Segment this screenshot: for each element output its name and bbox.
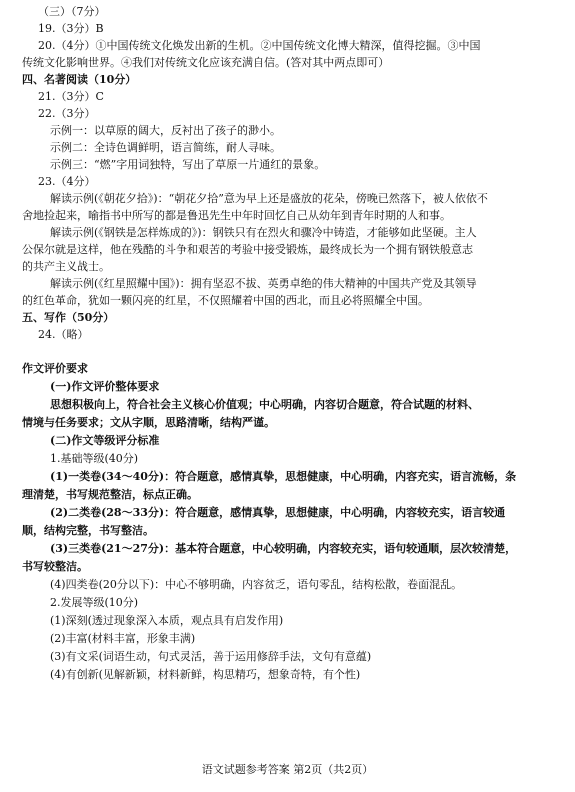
answer-19: 19.（3分）B <box>38 22 104 35</box>
answer-23-example-2-line1: 解读示例(《钢铁是怎样炼成的》)：钢铁只有在烈火和骤冷中铸造，才能够如此坚硬。主人 <box>50 226 477 239</box>
answer-23-example-1-line1: 解读示例(《朝花夕拾》)：“朝花夕拾”意为早上还是盛放的花朵，傍晚已然落下，被人依依不 <box>50 192 488 205</box>
essay-overall-line2: 情境与任务要求；文从字顺，思路清晰，结构严谨。 <box>22 416 275 429</box>
grade-4: (4)四类卷(20分以下)：中心不够明确，内容贫乏，语句零乱，结构松散，卷面混乱。 <box>50 578 463 591</box>
development-item-2: (2)丰富(材料丰富，形象丰满) <box>50 632 196 645</box>
development-item-3: (3)有文采(词语生动，句式灵活，善于运用修辞手法，文句有意蕴) <box>50 650 372 663</box>
answer-20-line2: 传统文化影响世界。④我们对传统文化应该充满自信。(答对其中两点即可） <box>22 56 390 69</box>
answer-24: 24.（略） <box>38 328 89 341</box>
grade-2-line2: 顺，结构完整，书写整洁。 <box>22 524 154 537</box>
answer-23: 23.（4分） <box>38 175 96 188</box>
page-footer: 语文试题参考答案 第2页（共2页） <box>201 763 374 776</box>
grade-2-line1: (2)二类卷(28～33分)：符合题意，感情真挚，思想健康，中心明确，内容较充实，语言较通 <box>50 506 506 519</box>
answer-22-example-1: 示例一：以草原的阔大，反衬出了孩子的渺小。 <box>50 124 281 137</box>
grade-1-line2: 理清楚，书写规范整洁，标点正确。 <box>22 488 198 501</box>
section-heading-4: 四、名著阅读（10分） <box>22 73 137 86</box>
essay-overall-line1: 思想积极向上，符合社会主义核心价值观；中心明确，内容切合题意，符合试题的材料、 <box>50 398 479 411</box>
essay-grade-heading: (二)作文等级评分标准 <box>50 434 160 447</box>
grade-3-line2: 书写较整洁。 <box>22 560 88 573</box>
answer-23-example-1-line2: 舍地捡起来，喻指书中所写的都是鲁迅先生中年时回忆自己从幼年到青年时期的人和事。 <box>22 209 451 222</box>
grade-3-line1: (3)三类卷(21～27分)：基本符合题意，中心较明确，内容较充实，语句较通顺，层次较清楚， <box>50 542 517 555</box>
answer-23-example-2-line2: 公保尔就是这样，他在残酷的斗争和艰苦的考验中接受锻炼，最终成长为一个拥有钢铁般意志 <box>22 243 473 256</box>
development-grade-heading: 2.发展等级(10分) <box>50 596 139 609</box>
answer-21: 21.（3分）C <box>38 90 104 103</box>
essay-criteria-title: 作文评价要求 <box>22 362 88 375</box>
development-item-4: (4)有创新(见解新颖，材料新鲜，构思精巧，想象奇特，有个性) <box>50 668 361 681</box>
section-heading-3: （三）（7分） <box>38 5 106 18</box>
answer-22-example-2: 示例二：全诗色调鲜明，语言简练，耐人寻味。 <box>50 141 281 154</box>
section-heading-5: 五、写作（50分） <box>22 311 115 324</box>
answer-23-example-2-line3: 的共产主义战士。 <box>22 260 110 273</box>
answer-22: 22.（3分） <box>38 107 96 120</box>
essay-overall-heading: (一)作文评价整体要求 <box>50 380 160 393</box>
answer-20-line1: 20.（4分）①中国传统文化焕发出新的生机。②中国传统文化博大精深，值得挖掘。③中国 <box>38 39 481 52</box>
answer-23-example-3-line1: 解读示例(《红星照耀中国》)：拥有坚忍不拔、英勇卓绝的伟大精神的中国共产党及其领导 <box>50 277 477 290</box>
development-item-1: (1)深刻(透过现象深入本质，观点具有启发作用) <box>50 614 284 627</box>
basic-grade-heading: 1.基础等级(40分) <box>50 452 139 465</box>
grade-1-line1: (1)一类卷(34～40分)：符合题意，感情真挚，思想健康，中心明确，内容充实，语言流畅，条 <box>50 470 517 483</box>
answer-23-example-3-line2: 的红色革命，犹如一颗闪亮的红星，不仅照耀着中国的西北，而且必将照耀全中国。 <box>22 294 429 307</box>
answer-22-example-3: 示例三：“燃”字用词独特，写出了草原一片通红的景象。 <box>50 158 326 171</box>
